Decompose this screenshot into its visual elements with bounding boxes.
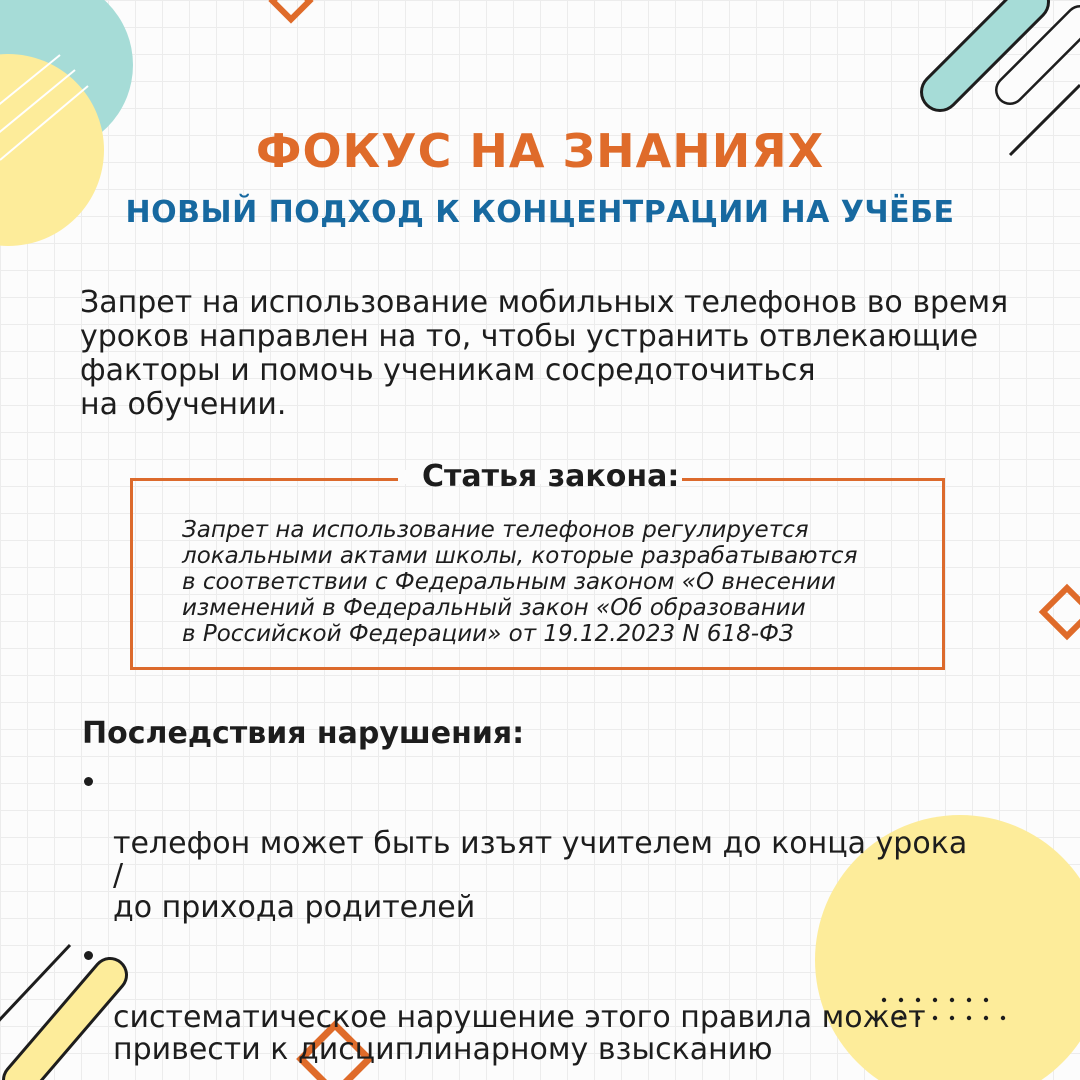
law-text: Запрет на использование телефонов регулируется локальными актами школы, которые разрабатываются в соответствии с Федеральным законом «О внесении изменений в Федеральный закон «Об образовании в Российской Федерации» от 19.12.2023 N 618-ФЗ — [182, 517, 858, 647]
page-subtitle: НОВЫЙ ПОДХОД К КОНЦЕНТРАЦИИ НА УЧЁБЕ — [125, 195, 955, 230]
orange-diamond-top — [273, 0, 310, 19]
bullet-icon — [84, 777, 93, 786]
law-heading: Статья закона: — [422, 459, 680, 494]
orange-diamond-right — [1043, 588, 1080, 636]
intro-paragraph: Запрет на использование мобильных телефонов во время уроков направлен на то, чтобы устранить отвлекающие факторы и помочь ученикам сосредоточиться на обучении. — [80, 285, 1009, 422]
list-item-text: систематическое нарушение этого правила может привести к дисциплинарному взысканию — [113, 1000, 926, 1067]
list-item-text: телефон может быть изъят учителем до конца урока / до прихода родителей — [113, 826, 968, 925]
consequences-title: Последствия нарушения: — [82, 716, 525, 751]
list-item — [82, 938, 982, 1066]
page-title: ФОКУС НА ЗНАНИЯХ — [255, 124, 825, 178]
list-item — [82, 764, 982, 924]
consequences-list — [82, 764, 982, 1080]
bullet-icon — [84, 951, 93, 960]
